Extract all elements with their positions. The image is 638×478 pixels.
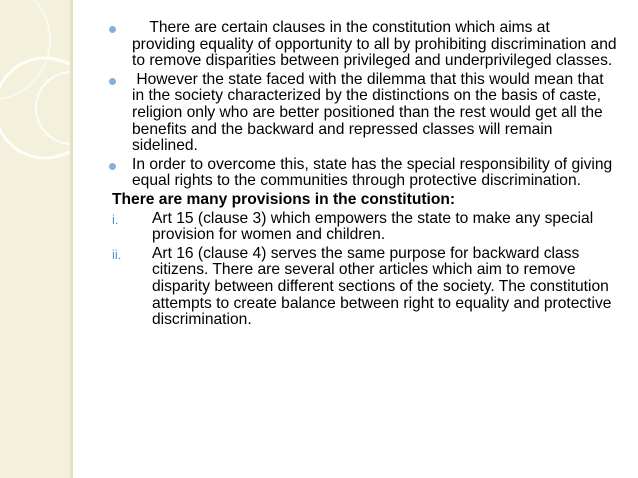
bullet-dot-icon xyxy=(109,78,116,85)
bullet-item xyxy=(112,157,617,190)
bullet-dot-icon xyxy=(109,163,116,170)
provisions-heading: There are many provisions in the constitution: xyxy=(112,190,456,208)
bullet-item xyxy=(112,19,621,70)
slide-content xyxy=(112,19,621,331)
roman-numeral: ii. xyxy=(112,246,122,262)
bullet-text: In order to overcome this, state has the special responsibility of giving equal rights to the communities through protective discrimination. xyxy=(132,155,613,190)
numbered-text: Art 15 (clause 3) which empowers the state to make any special provision for women and children. xyxy=(152,209,594,244)
numbered-item xyxy=(112,246,617,329)
bullet-text: There are certain clauses in the constitution which aims at providing equality of opportunity to all by prohibiting discrimination and to remove disparities between privileged and underprivileged classes. xyxy=(132,19,621,70)
roman-numeral: i. xyxy=(112,211,119,227)
bullet-dot-icon xyxy=(109,26,116,33)
numbered-text: Art 16 (clause 4) serves the same purpose for backward class citizens. There are several other articles which aim to remove disparity between different sections of the society. The constitution attempts to create balance between right to equality and protective discrimination. xyxy=(152,244,612,329)
decorative-side-band xyxy=(0,0,73,478)
decorative-circles xyxy=(0,0,70,478)
bullet-item xyxy=(112,72,617,155)
numbered-item xyxy=(112,211,617,244)
bullet-text: However the state faced with the dilemma that this would mean that in the society characterized by the distinctions on the basis of caste, religion only who are better positioned than the rest would get all the benefits and the backward and repressed classes will remain sidelined. xyxy=(132,70,608,155)
